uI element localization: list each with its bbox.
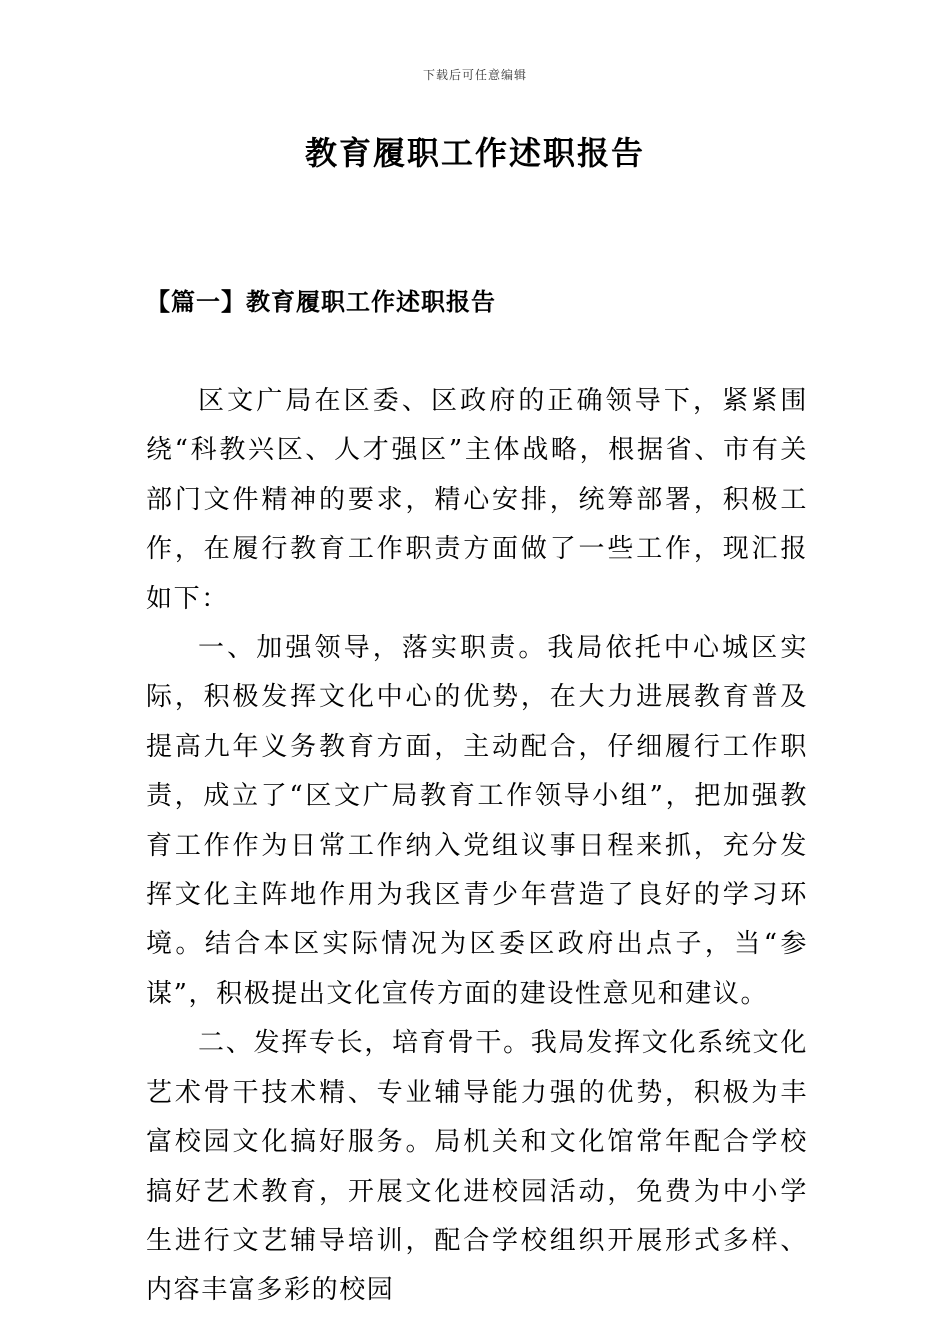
paragraph-intro: 区文广局在区委、区政府的正确领导下，紧紧围绕“科教兴区、人才强区”主体战略，根据省、市有关部门文件精神的要求，精心安排，统筹部署，积极工作，在履行教育工作职责方面做了一些工作，现汇报如下： <box>146 386 808 614</box>
document-body <box>146 377 808 1316</box>
paragraph-section-one: 一、加强领导，落实职责。我局依托中心城区实际，积极发挥文化中心的优势，在大力进展教育普及提高九年义务教育方面，主动配合，仔细履行工作职责，成立了“区文广局教育工作领导小组”，把加强教育工作作为日常工作纳入党组议事日程来抓，充分发挥文化主阵地作用为我区青少年营造了良好的学习环境。结合本区实际情况为区委区政府出点子，当“参谋”，积极提出文化宣传方面的建设性意见和建议。 <box>146 633 808 1009</box>
section-heading: 【篇一】教育履职工作述职报告 <box>146 287 496 316</box>
header-note: 下载后可任意编辑 <box>422 68 527 82</box>
document-title: 教育履职工作述职报告 <box>304 134 645 172</box>
paragraph-section-two: 二、发挥专长，培育骨干。我局发挥文化系统文化艺术骨干技术精、专业辅导能力强的优势，积极为丰富校园文化搞好服务。局机关和文化馆常年配合学校搞好艺术教育，开展文化进校园活动，免费为中小学生进行文艺辅导培训，配合学校组织开展形式多样、内容丰富多彩的校园 <box>146 1028 808 1306</box>
